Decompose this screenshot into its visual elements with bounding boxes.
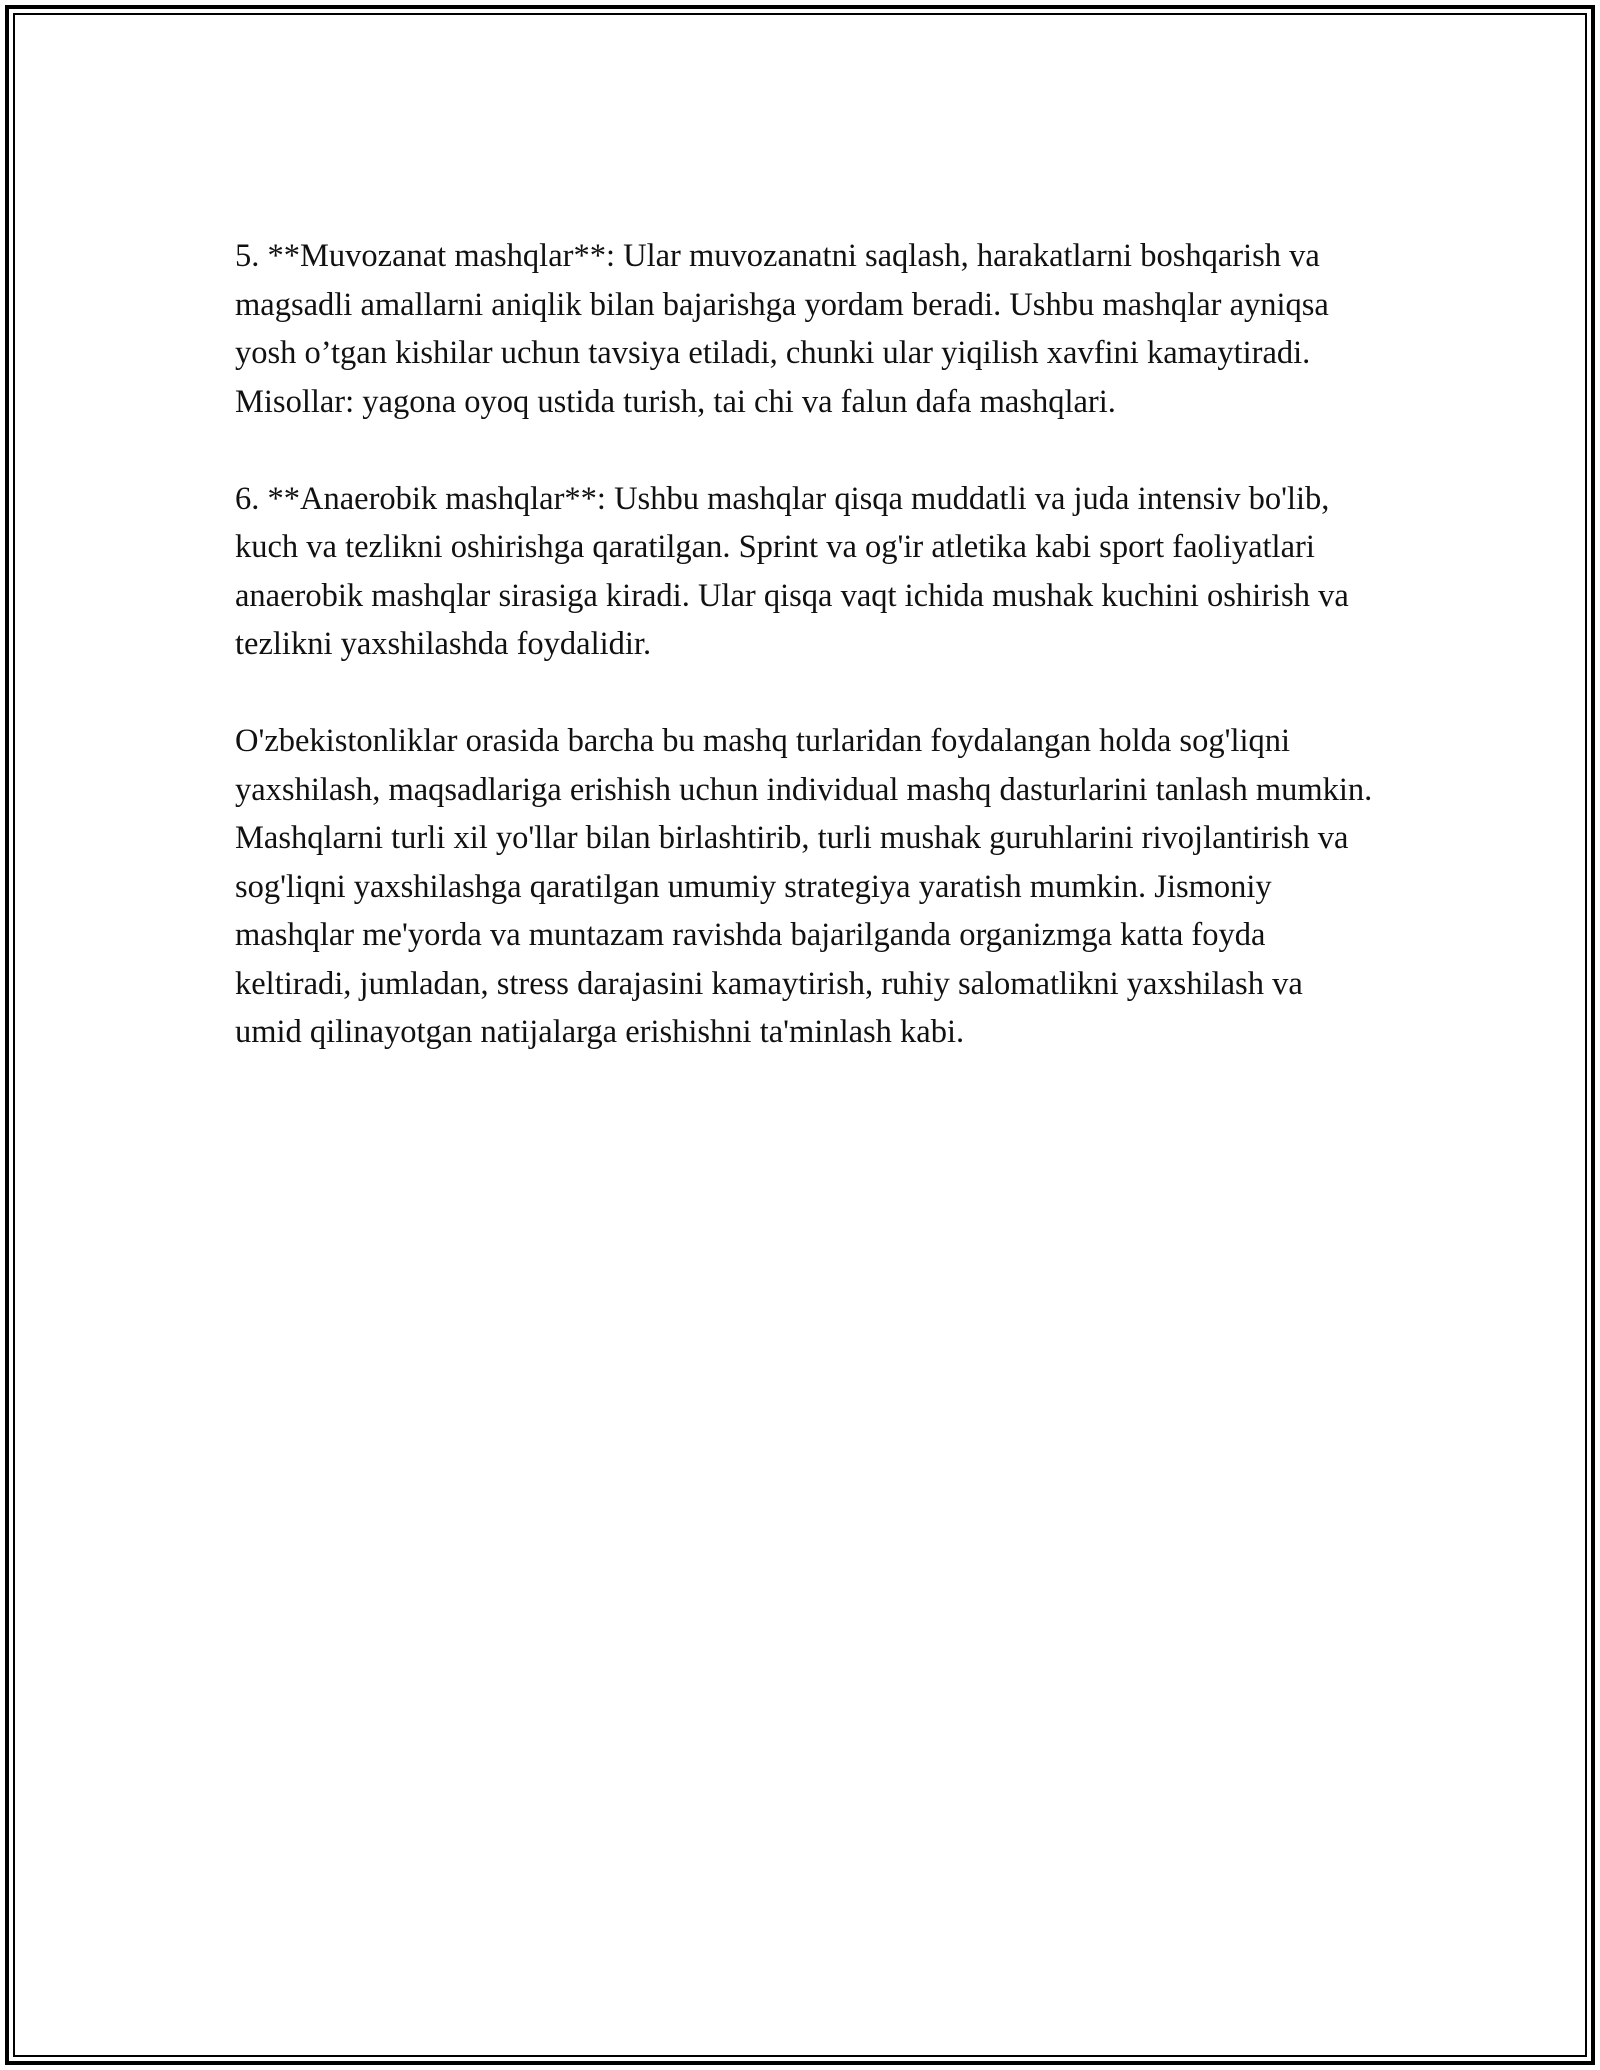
paragraph-anaerobic-exercises: 6. **Anaerobik mashqlar**: Ushbu mashqlar qisqa muddatli va juda intensiv bo'lib, kuch va tezlikni oshirishga qaratilgan. Sprint va og'ir atletika kabi sport faoliyatlari anaerobik mashqlar sirasiga kiradi. Ular qisqa vaqt ichida mushak kuchini oshirish va tezlikni yaxshilashda foydalidir. [235,480,1349,662]
paragraph-conclusion: O'zbekistonliklar orasida barcha bu mashq turlaridan foydalangan holda sog'liqni yaxshilash, maqsadlariga erishish uchun individual mashq dasturlarini tanlash mumkin. Mashqlarni turli xil yo'llar bilan birlashtirib, turli mushak guruhlarini rivojlantirish va sog'liqni yaxshilashga qaratilgan umumiy strategiya yaratish mumkin. Jismoniy mashqlar me'yorda va muntazam ravishda bajarilganda organizmga katta foyda keltiradi, jumladan, stress darajasini kamaytirish, ruhiy salomatlikni yaxshilash va umid qilinayotgan natijalarga erishishni ta'minlash kabi. [235,723,1373,1050]
paragraph-balance-exercises: 5. **Muvozanat mashqlar**: Ular muvozanatni saqlash, harakatlarni boshqarish va magsadli amallarni aniqlik bilan bajarishga yordam beradi. Ushbu mashqlar ayniqsa yosh o’tgan kishilar uchun tavsiya etiladi, chunki ular yiqilish xavfini kamaytiradi. Misollar: yagona oyoq ustida turish, tai chi va falun dafa mashqlari. [235,238,1329,420]
document-body [235,232,1375,1105]
